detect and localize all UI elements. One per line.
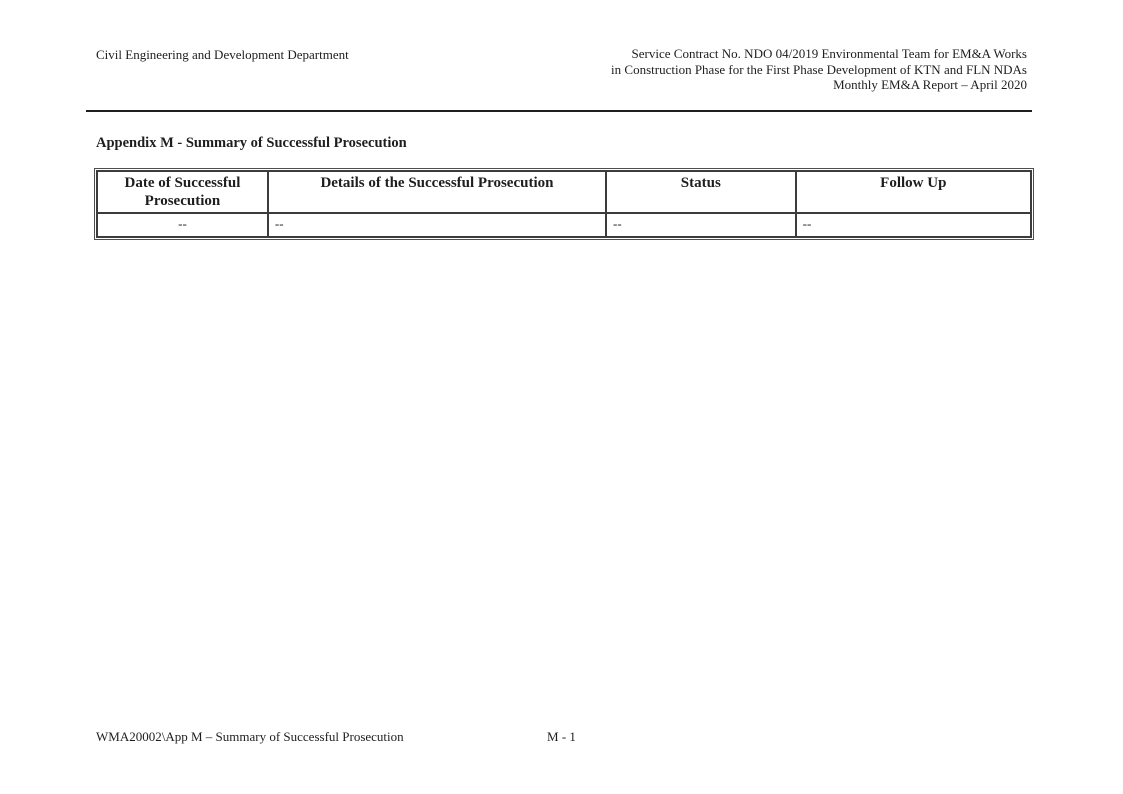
appendix-title: Appendix M - Summary of Successful Prosecution: [96, 135, 407, 151]
cell-details: --: [268, 213, 606, 237]
column-header-follow-up: Follow Up: [796, 171, 1031, 213]
page-number: M - 1: [547, 729, 576, 744]
cell-date: --: [97, 213, 268, 237]
cell-status: --: [606, 213, 796, 237]
cell-follow-up: --: [796, 213, 1031, 237]
header-department: Civil Engineering and Development Department: [96, 47, 349, 62]
prosecution-table-wrapper: [94, 168, 1034, 240]
column-header-details: Details of the Successful Prosecution: [268, 171, 606, 213]
header-contract-line-2: in Construction Phase for the First Phase Development of KTN and FLN NDAs: [611, 61, 1027, 77]
header-contract-line-1: Service Contract No. NDO 04/2019 Environmental Team for EM&A Works: [631, 46, 1027, 61]
column-header-date: Date of Successful Prosecution: [97, 171, 268, 213]
header-contract-info: [611, 46, 1027, 93]
table-row: [97, 213, 1031, 237]
column-header-status: Status: [606, 171, 796, 213]
table-header-row: [97, 171, 1031, 213]
prosecution-table: [96, 170, 1032, 238]
footer-document-reference: WMA20002\App M – Summary of Successful Prosecution: [96, 729, 404, 744]
header-divider: [86, 110, 1032, 112]
header-report-line: Monthly EM&A Report – April 2020: [833, 77, 1027, 92]
